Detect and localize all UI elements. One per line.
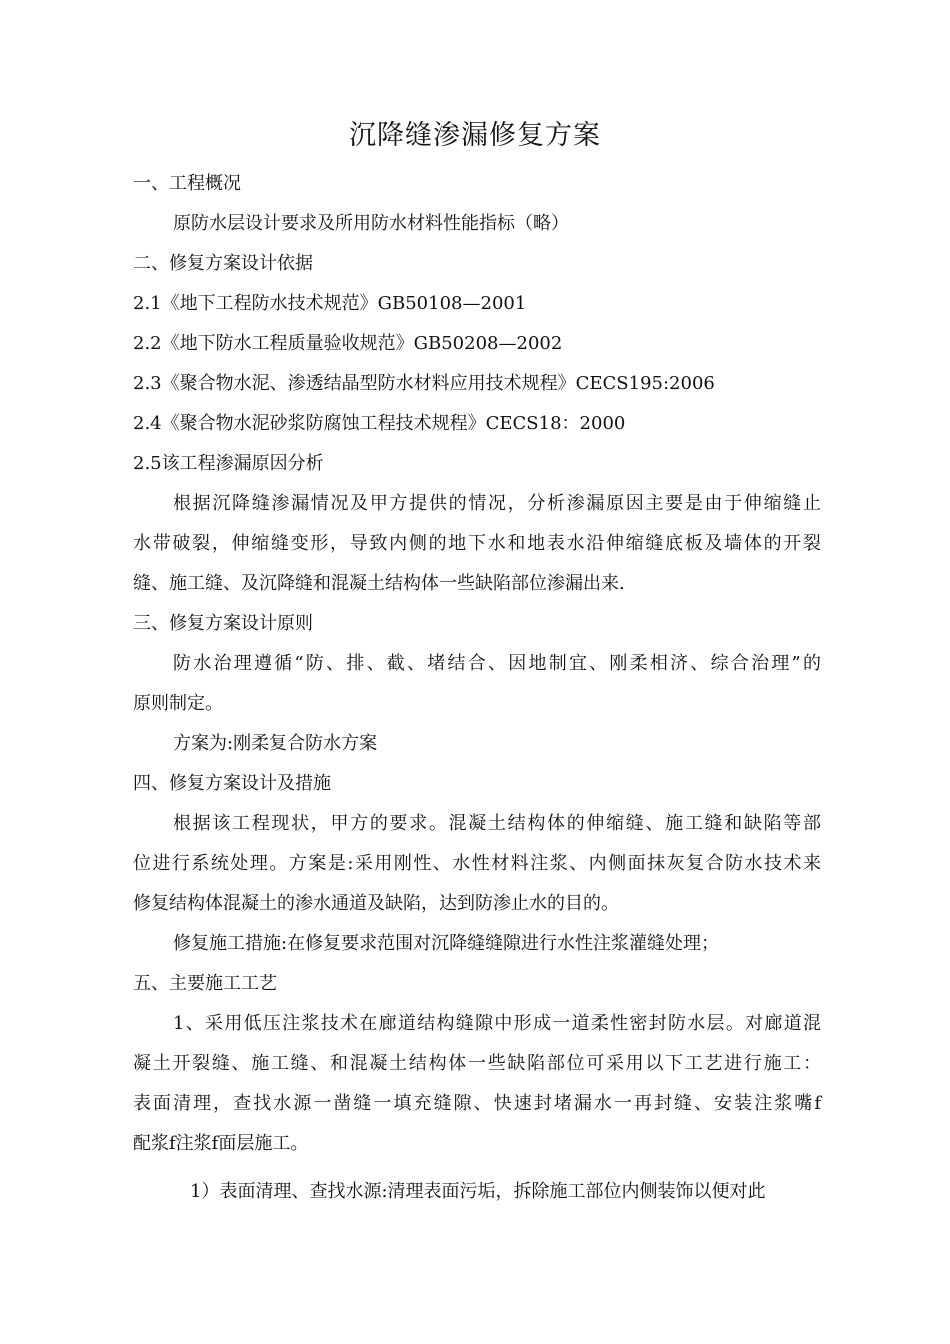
section-heading-1: 一、工程概况 [133,173,241,194]
paragraph-line: 原则制定。 [133,693,223,714]
paragraph-line: 配浆f注浆f面层施工。 [133,1133,309,1154]
paragraph-line: 修复施工措施:在修复要求范围对沉降缝缝隙进行水性注浆灌缝处理； [173,933,720,954]
page-title: 沉降缝渗漏修复方案 [349,120,601,151]
section-heading-2: 二、修复方案设计依据 [133,253,313,274]
paragraph-line: 凝土开裂缝、施工缝、和混凝土结构体一些缺陷部位可采用以下工艺进行施工： [133,1053,821,1074]
reference-item: 2.3《聚合物水泥、渗透结晶型防水材料应用技术规程》CECS195:2006 [133,373,715,394]
section-heading-4: 四、修复方案设计及措施 [133,773,331,794]
reference-item: 2.1《地下工程防水技术规范》GB50108—2001 [133,293,527,314]
paragraph-line: 方案为:刚柔复合防水方案 [173,733,378,754]
paragraph-line: 1）表面清理、查找水源:清理表面污垢，拆除施工部位内侧装饰以便对此 [190,1181,766,1202]
paragraph-line: 修复结构体混凝土的渗水通道及缺陷，达到防渗止水的目的。 [133,893,619,914]
paragraph-line: 缝、施工缝、及沉降缝和混凝土结构体一些缺陷部位渗漏出来. [133,573,625,594]
section-heading-5: 五、主要施工工艺 [133,973,277,994]
reference-item: 2.4《聚合物水泥砂浆防腐蚀工程技术规程》CECS18：2000 [133,413,626,434]
paragraph-line: 原防水层设计要求及所用防水材料性能指标（略） [173,213,569,234]
section-heading-3: 三、修复方案设计原则 [133,613,313,634]
paragraph-line: 表面清理，查找水源一凿缝一填充缝隙、快速封堵漏水一再封缝、安装注浆嘴f [133,1093,821,1114]
paragraph-line: 根据该工程现状，甲方的要求。混凝土结构体的伸缩缝、施工缝和缺陷等部 [173,813,821,834]
subsection-heading: 2.5该工程渗漏原因分析 [133,453,324,474]
paragraph-line: 水带破裂，伸缩缝变形，导致内侧的地下水和地表水沿伸缩缝底板及墙体的开裂 [133,533,821,554]
paragraph-line: 根据沉降缝渗漏情况及甲方提供的情况，分析渗漏原因主要是由于伸缩缝止 [173,493,821,514]
paragraph-line: 防水治理遵循“防、排、截、堵结合、因地制宜、刚柔相济、综合治理”的 [173,653,821,674]
paragraph-line: 1、采用低压注浆技术在廊道结构缝隙中形成一道柔性密封防水层。对廊道混 [173,1013,821,1034]
reference-item: 2.2《地下防水工程质量验收规范》GB50208—2002 [133,333,563,354]
paragraph-line: 位进行系统处理。方案是:采用刚性、水性材料注浆、内侧面抹灰复合防水技术来 [133,853,821,874]
